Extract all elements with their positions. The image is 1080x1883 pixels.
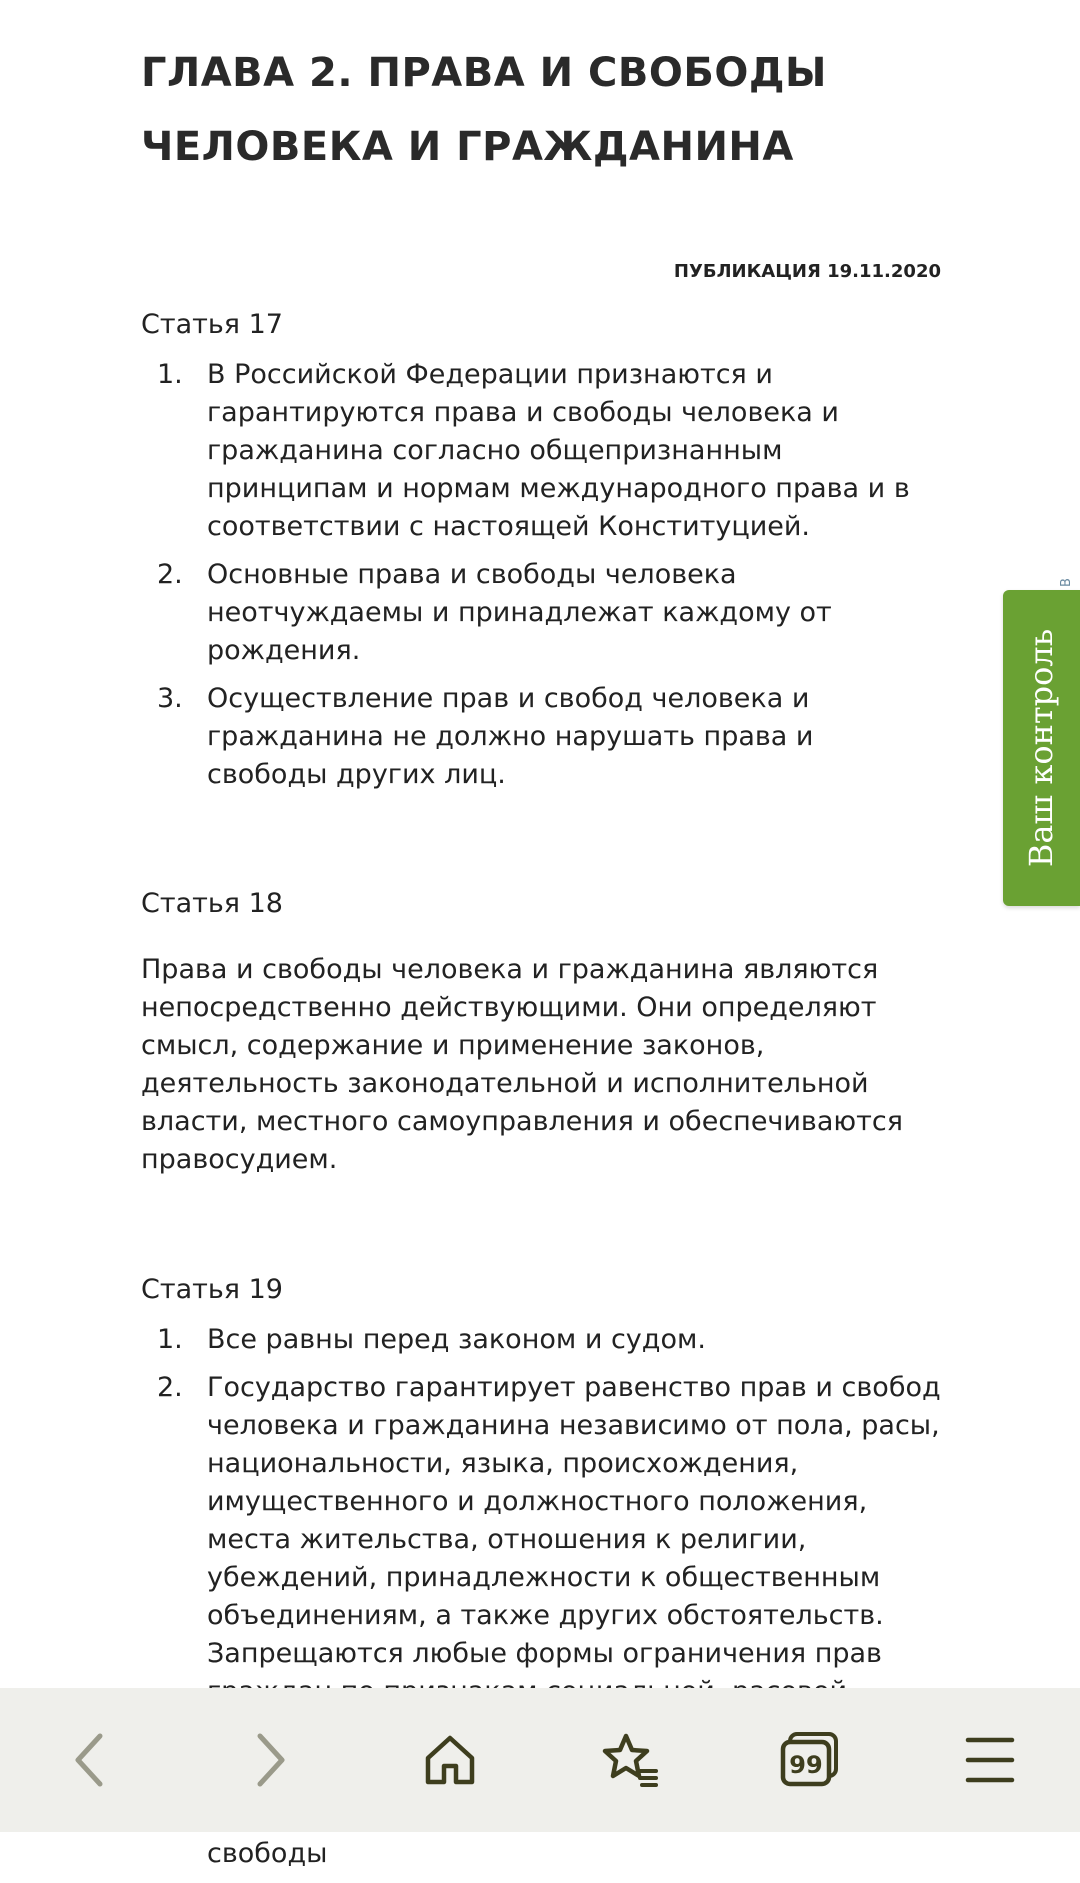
article-page bbox=[141, 0, 941, 1883]
bookmarks-button[interactable] bbox=[585, 1715, 675, 1805]
list-item: 2. Основные права и свободы человека неотчуждаемы и принадлежат каждому от рождения. bbox=[157, 559, 832, 666]
chapter-title: ГЛАВА 2. ПРАВА И СВОБОДЫ ЧЕЛОВЕКА И ГРАЖДАНИНА bbox=[141, 50, 827, 170]
article-title: Статья 19 bbox=[141, 1274, 283, 1305]
home-button[interactable] bbox=[405, 1715, 495, 1805]
menu-button[interactable] bbox=[945, 1715, 1035, 1805]
list-item: 1. Все равны перед законом и судом. bbox=[157, 1324, 706, 1355]
back-arrow-icon bbox=[70, 1730, 110, 1790]
bottom-navigation-bar bbox=[0, 1688, 1080, 1832]
publication-date: ПУБЛИКАЦИЯ 19.11.2020 bbox=[673, 261, 941, 282]
article-points bbox=[141, 356, 941, 794]
forward-button[interactable] bbox=[225, 1715, 315, 1805]
article-title: Статья 18 bbox=[141, 888, 283, 919]
feedback-side-tab[interactable] bbox=[1003, 590, 1080, 906]
list-item: 1. В Российской Федерации признаются и гарантируются права и свободы человека и гражданина согласно общепризнанным принципам и нормам международного права и в соответствии с настоящей Конституцией. bbox=[157, 359, 910, 542]
bookmark-star-icon bbox=[598, 1730, 662, 1790]
tabs-counter-icon bbox=[778, 1730, 842, 1790]
article-title: Статья 17 bbox=[141, 309, 283, 340]
edge-mark: В bbox=[1058, 578, 1074, 587]
article-17 bbox=[141, 306, 941, 794]
back-button[interactable] bbox=[45, 1715, 135, 1805]
list-item: 3. Осуществление прав и свобод человека и гражданина не должно нарушать права и свободы других лиц. bbox=[157, 683, 814, 790]
article-paragraph: Права и свободы человека и гражданина являются непосредственно действующими. Они определяют смысл, содержание и применение законов, деятельность законодательной и исполнительной власти, местного самоуправления и обеспечиваются правосудием. bbox=[141, 954, 903, 1175]
side-tab-label: Ваш контроль bbox=[1022, 628, 1061, 868]
tabs-button[interactable] bbox=[765, 1715, 855, 1805]
forward-arrow-icon bbox=[250, 1730, 290, 1790]
list-item: 2. Государство гарантирует равенство прав и свобод человека и гражданина независимо от пола, расы, национальности, языка, происхождения, имущественного и должностного положения, места жительства, отношения к религии, убеждений, принадлежности к общественным объединениям, а также других обстоятельств. Запрещаются любые формы ограничения прав bbox=[157, 1372, 941, 1669]
list-item: свободы bbox=[207, 1838, 328, 1869]
home-icon bbox=[420, 1730, 480, 1790]
menu-icon bbox=[962, 1730, 1018, 1790]
article-18 bbox=[141, 885, 941, 1179]
tabs-count: 99 bbox=[789, 1751, 823, 1779]
